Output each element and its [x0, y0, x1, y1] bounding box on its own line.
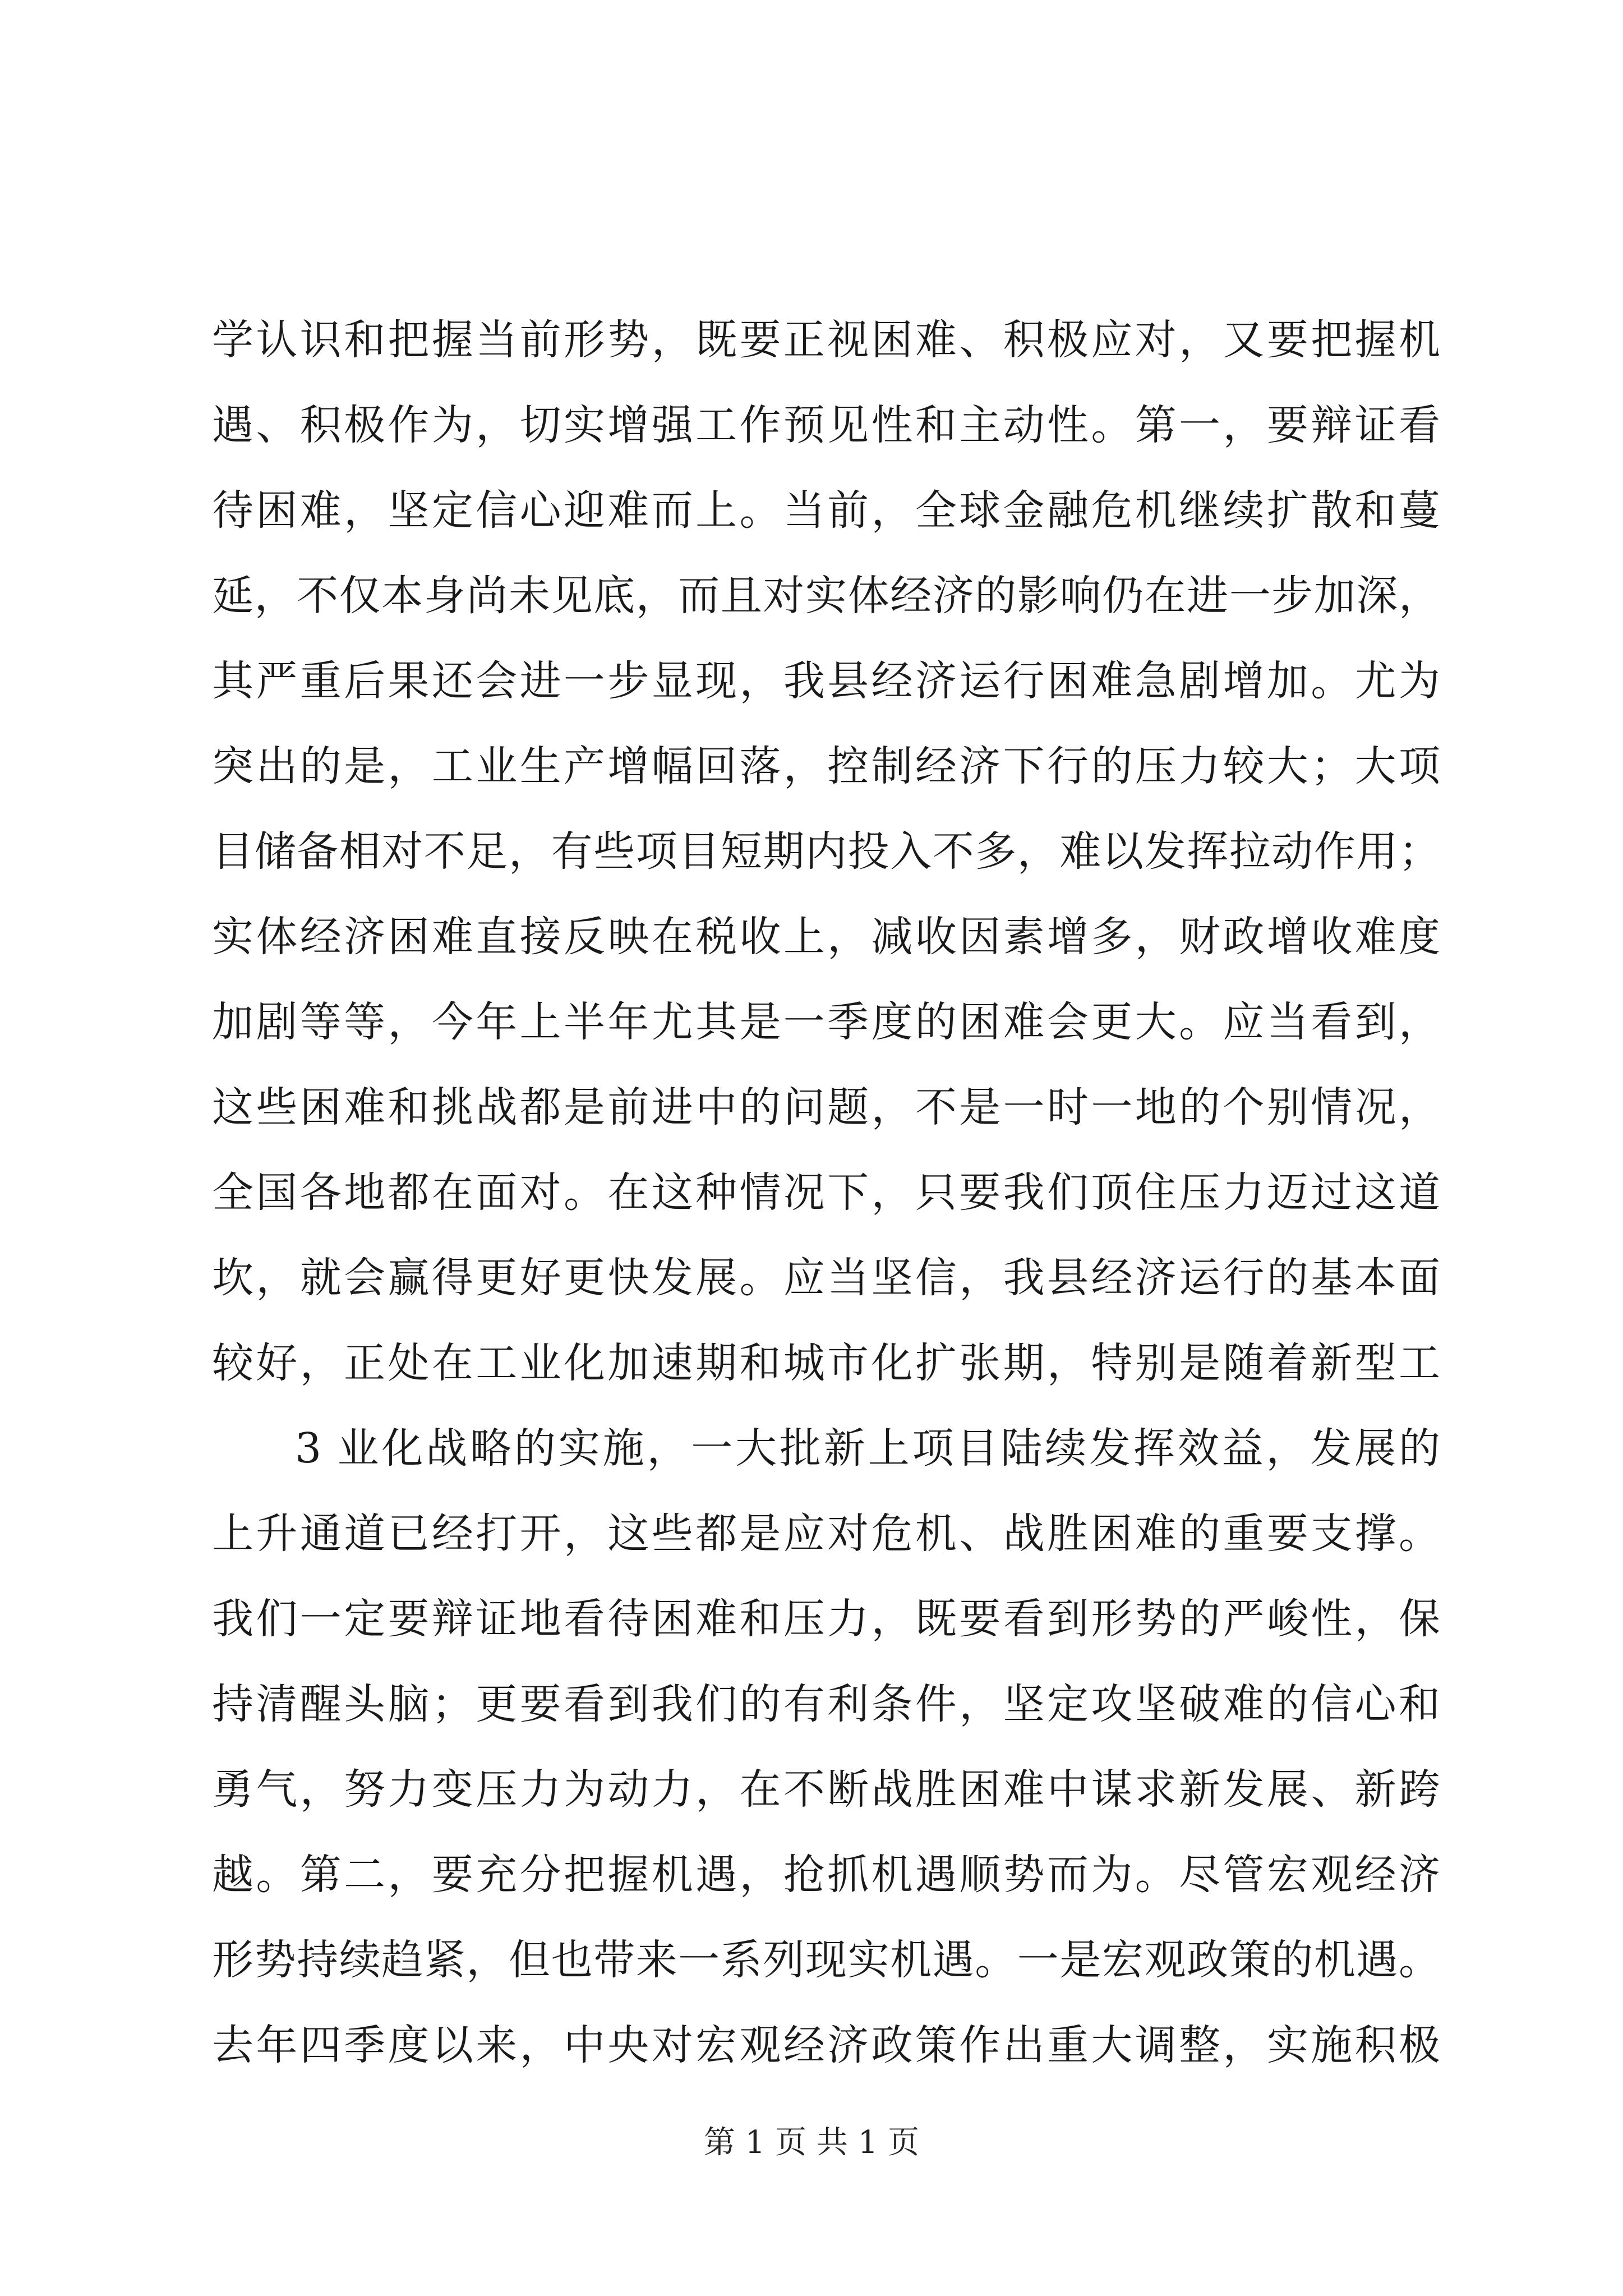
- text-line: 持清醒头脑；更要看到我们的有利条件，坚定攻坚破难的信心和: [212, 1680, 1440, 1728]
- text-line: 全国各地都在面对。在这种情况下，只要我们顶住压力迈过这道: [212, 1168, 1440, 1217]
- text-line: 遇、积极作为，切实增强工作预见性和主动性。第一，要辩证看: [212, 401, 1440, 449]
- text-line: 坎，就会赢得更好更快发展。应当坚信，我县经济运行的基本面: [212, 1254, 1440, 1302]
- text-line: 较好，正处在工业化加速期和城市化扩张期，特别是随着新型工: [212, 1339, 1440, 1387]
- text-line: 越。第二，要充分把握机遇，抢抓机遇顺势而为。尽管宏观经济: [212, 1851, 1440, 1899]
- page-footer: 第 1 页 共 1 页: [703, 2124, 920, 2161]
- text-line: 突出的是，工业生产增幅回落，控制经济下行的压力较大；大项: [212, 742, 1440, 790]
- text-line: 勇气，努力变压力为动力，在不断战胜困难中谋求新发展、新跨: [212, 1765, 1440, 1814]
- body-text: [212, 297, 1440, 2088]
- text-line: 上升通道已经打开，这些都是应对危机、战胜困难的重要支撑。: [212, 1510, 1440, 1558]
- text-line-indented: 3 业化战略的实施，一大批新上项目陆续发挥效益，发展的: [295, 1424, 1440, 1473]
- text-line: 待困难，坚定信心迎难而上。当前，全球金融危机继续扩散和蔓: [212, 486, 1440, 535]
- text-line: 其严重后果还会进一步显现，我县经济运行困难急剧增加。尤为: [212, 657, 1440, 705]
- text-line: 去年四季度以来，中央对宏观经济政策作出重大调整，实施积极: [212, 2021, 1440, 2069]
- text-line: 延，不仅本身尚未见底，而且对实体经济的影响仍在进一步加深，: [212, 572, 1440, 620]
- text-line: 实体经济困难直接反映在税收上，减收因素增多，财政增收难度: [212, 913, 1440, 961]
- text-line: 形势持续趋紧，但也带来一系列现实机遇。一是宏观政策的机遇。: [212, 1936, 1440, 1984]
- text-line: 学认识和把握当前形势，既要正视困难、积极应对，又要把握机: [212, 316, 1440, 364]
- text-line: 我们一定要辩证地看待困难和压力，既要看到形势的严峻性，保: [212, 1595, 1440, 1643]
- text-line: 目储备相对不足，有些项目短期内投入不多，难以发挥拉动作用；: [212, 827, 1440, 876]
- text-line: 加剧等等，今年上半年尤其是一季度的困难会更大。应当看到，: [212, 998, 1440, 1046]
- text-line: 这些困难和挑战都是前进中的问题，不是一时一地的个别情况，: [212, 1083, 1440, 1131]
